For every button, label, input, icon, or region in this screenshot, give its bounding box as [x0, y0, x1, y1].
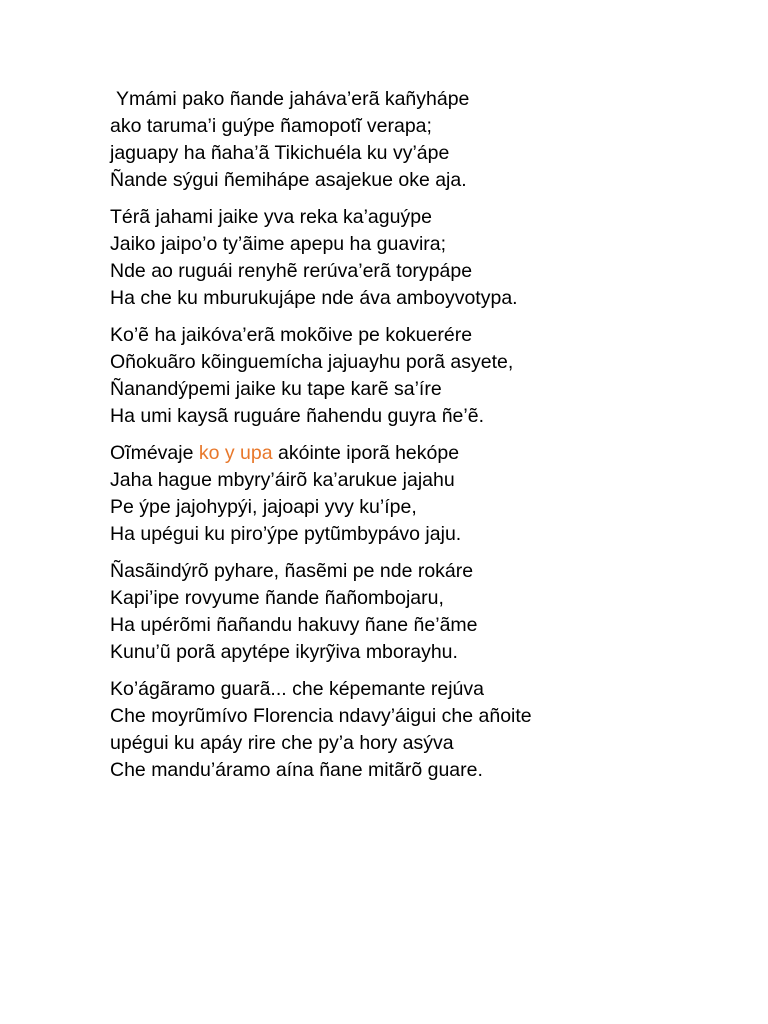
poem-line-text: akóinte iporã hekópe — [272, 442, 460, 464]
poem-line: Ñande sýgui ñemihápe asajekue oke aja. — [110, 169, 467, 191]
poem-line: Oñokuãro kõinguemícha jajuayhu porã asyete, — [110, 351, 514, 373]
poem-line: Ha umi kaysã ruguáre ñahendu guyra ñe’ẽ. — [110, 405, 484, 427]
stanza-1 — [110, 86, 750, 194]
poem — [110, 86, 750, 794]
poem-line: jaguapy ha ñaha’ã Tikichuéla ku vy’ápe — [110, 142, 450, 164]
poem-line-text: Oĩmévaje — [110, 442, 199, 464]
poem-line: ako taruma’i guýpe ñamopotĩ verapa; — [110, 115, 432, 137]
stanza-2 — [110, 204, 750, 312]
poem-line: Che mandu’áramo aína ñane mitãrõ guare. — [110, 759, 483, 781]
poem-line: Ko’ágãramo guarã... che képemante rejúva — [110, 678, 484, 700]
poem-line: Jaiko jaipo’o ty’ãime apepu ha guavira; — [110, 233, 447, 255]
poem-line: upégui ku apáy rire che py’a hory asýva — [110, 732, 454, 754]
poem-line: Ha upégui ku piro’ýpe pytũmbypávo jaju. — [110, 523, 462, 545]
poem-line: Kunu’ũ porã apytépe ikyrỹiva mborayhu. — [110, 641, 458, 663]
poem-line: Ñasãindýrõ pyhare, ñasẽmi pe nde rokáre — [110, 560, 474, 582]
poem-line: Ymámi pako ñande jaháva’erã kañyhápe — [116, 88, 470, 110]
highlighted-phrase: ko y upa — [198, 442, 273, 464]
poem-line: Ko’ẽ ha jaikóva’erã mokõive pe kokuerére — [110, 324, 473, 346]
poem-line: Ha che ku mburukujápe nde áva amboyvotypa. — [110, 287, 518, 309]
poem-line — [110, 440, 750, 467]
poem-line: Térã jahami jaike yva reka ka’aguýpe — [110, 206, 432, 228]
stanza-5 — [110, 558, 750, 666]
poem-line: Che moyrũmívo Florencia ndavy’áigui che añoite — [110, 705, 532, 727]
stanza-4 — [110, 440, 750, 548]
stanza-3 — [110, 322, 750, 430]
poem-line: Kapi’ipe rovyume ñande ñañombojaru, — [110, 587, 444, 609]
poem-line: Ñanandýpemi jaike ku tape karẽ sa’íre — [110, 378, 442, 400]
poem-line: Pe ýpe jajohypýi, jajoapi yvy ku’ípe, — [110, 496, 417, 518]
poem-line: Jaha hague mbyry’áirõ ka’arukue jajahu — [110, 469, 455, 491]
poem-line: Nde ao ruguái renyhẽ rerúva’erã torypápe — [110, 260, 473, 282]
poem-line: Ha upérõmi ñañandu hakuvy ñane ñe’ãme — [110, 614, 478, 636]
stanza-6 — [110, 676, 750, 784]
